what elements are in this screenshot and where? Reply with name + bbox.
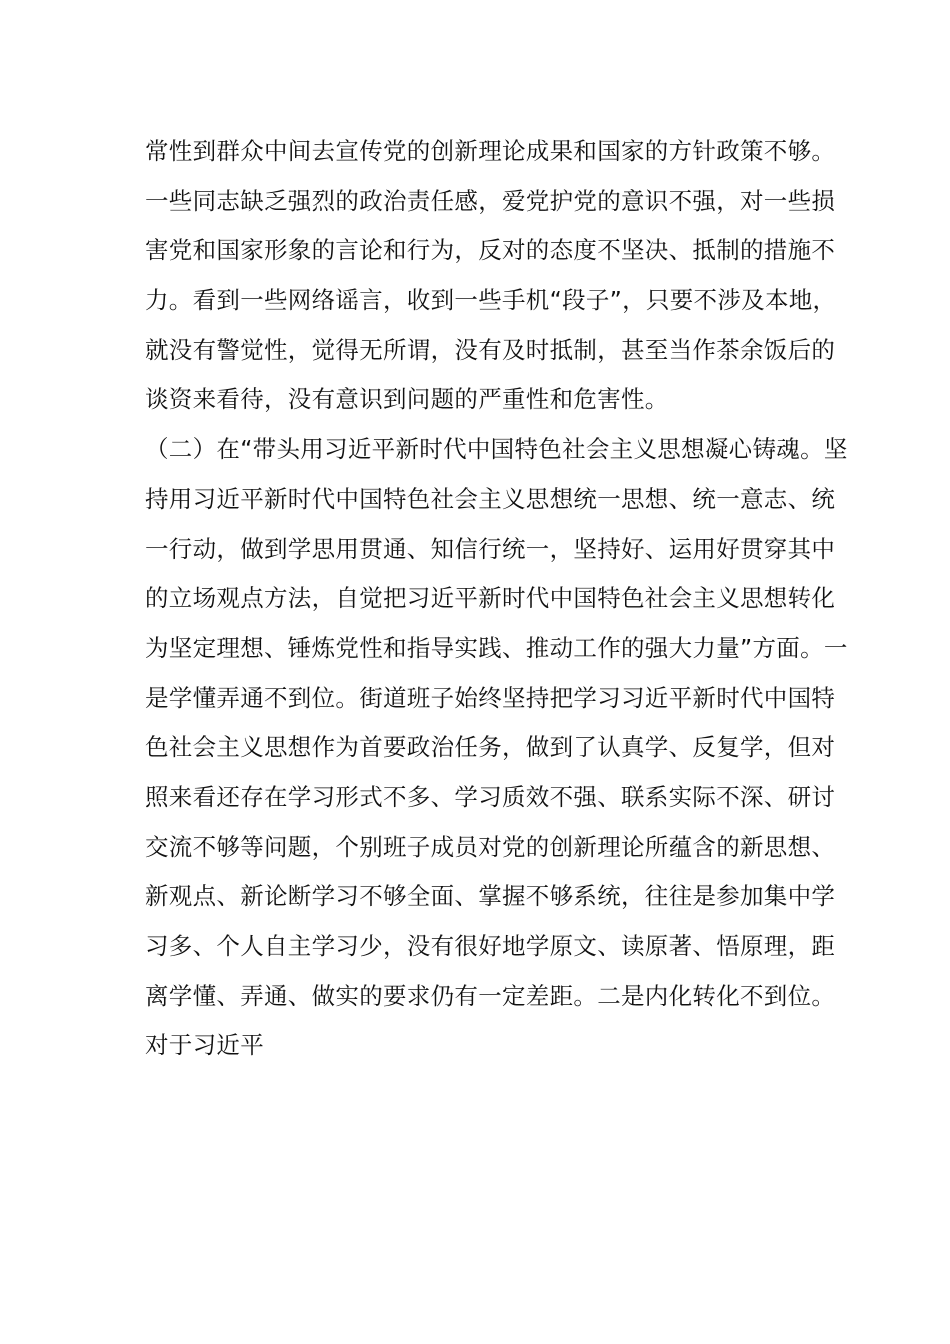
text-line: 为坚定理想、锤炼党性和指导实践、推动工作的强大力量”方面。一 bbox=[145, 633, 848, 662]
section-heading-line: （二）在“带头用习近平新时代中国特色社会主义思想凝心铸魂。坚 bbox=[145, 435, 848, 464]
text-line: 的立场观点方法，自觉把习近平新时代中国特色社会主义思想转化 bbox=[145, 584, 836, 613]
text-line: 谈资来看待，没有意识到问题的严重性和危害性。 bbox=[145, 385, 669, 414]
text-line: 是学懂弄通不到位。街道班子始终坚持把学习习近平新时代中国特 bbox=[145, 683, 836, 712]
text-line: 力。看到一些网络谣言，收到一些手机“段子”，只要不涉及本地， bbox=[145, 286, 837, 315]
text-line: 害党和国家形象的言论和行为，反对的态度不坚决、抵制的措施不 bbox=[145, 236, 836, 265]
text-line: 新观点、新论断学习不够全面、掌握不够系统，往往是参加集中学 bbox=[145, 882, 836, 911]
text-line: 色社会主义思想作为首要政治任务，做到了认真学、反复学，但对 bbox=[145, 733, 836, 762]
text-line: 离学懂、弄通、做实的要求仍有一定差距。二是内化转化不到位。 bbox=[145, 981, 836, 1010]
body-text bbox=[145, 127, 848, 1071]
text-line: 照来看还存在学习形式不多、学习质效不强、联系实际不深、研讨 bbox=[145, 782, 836, 811]
text-line: 对于习近平 bbox=[145, 1031, 264, 1060]
text-line: 就没有警觉性，觉得无所谓，没有及时抵制，甚至当作茶余饭后的 bbox=[145, 335, 836, 364]
text-line: 习多、个人自主学习少，没有很好地学原文、读原著、悟原理，距 bbox=[145, 932, 836, 960]
text-line: 持用习近平新时代中国特色社会主义思想统一思想、统一意志、统 bbox=[145, 484, 836, 513]
text-line: 一行动，做到学思用贯通、知信行统一，坚持好、运用好贯穿其中 bbox=[145, 534, 836, 563]
text-line: 常性到群众中间去宣传党的创新理论成果和国家的方针政策不够。 bbox=[145, 137, 836, 165]
text-line: 交流不够等问题，个别班子成员对党的创新理论所蕴含的新思想、 bbox=[145, 832, 836, 861]
text-line: 一些同志缺乏强烈的政治责任感，爱党护党的意识不强，对一些损 bbox=[145, 186, 836, 215]
